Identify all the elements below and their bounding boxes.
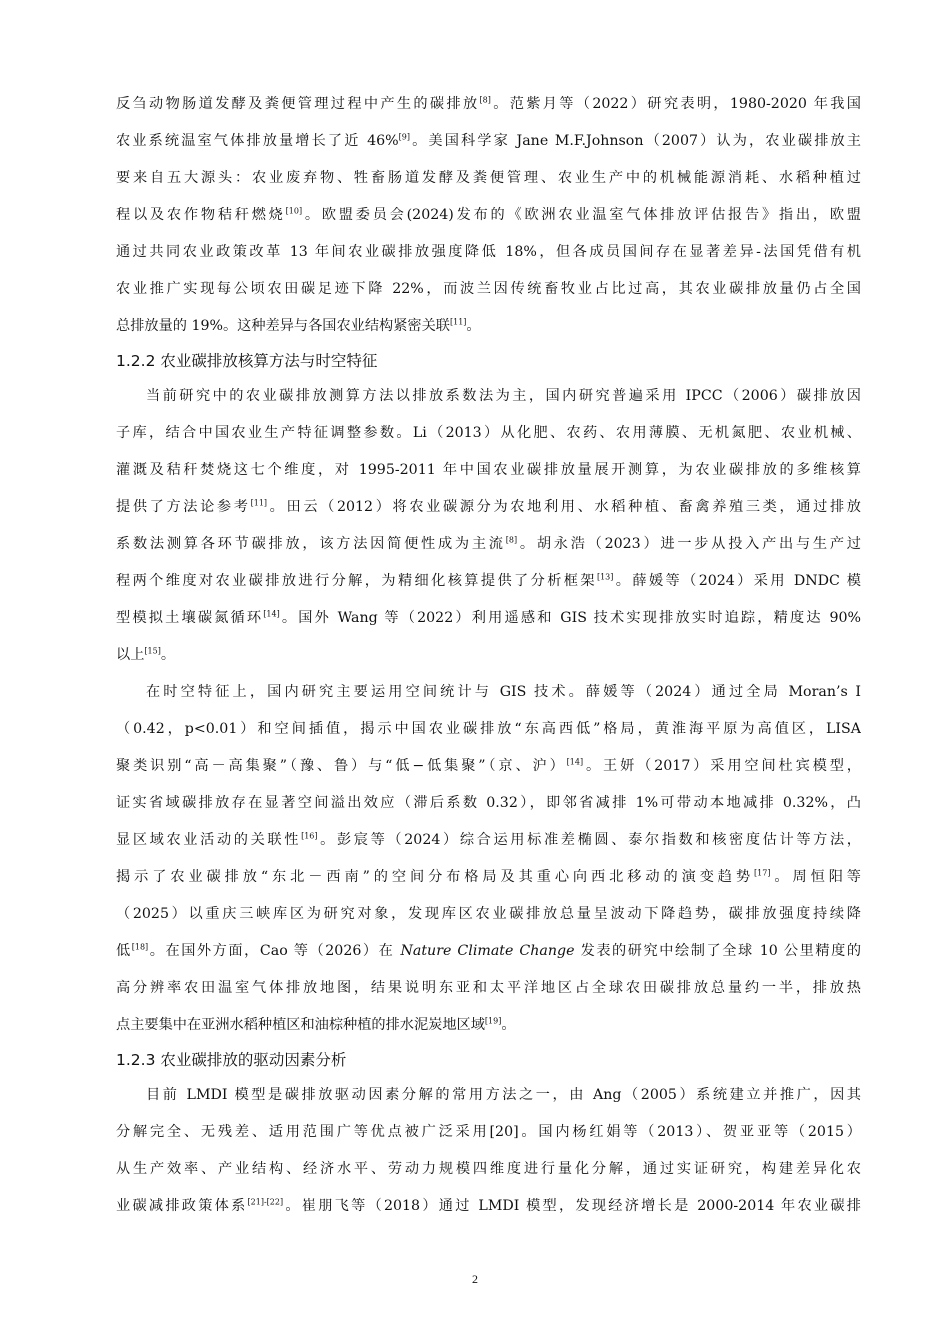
text-run: 程两个维度对农业碳排放进行分解，为精细化核算提供了分析框架: [116, 573, 597, 589]
text-line: [116, 123, 861, 160]
text-line: [116, 785, 861, 822]
text-line: [116, 489, 861, 526]
text-run: 。薛媛等（2024）采用 DNDC 模: [613, 573, 861, 589]
text-run: （0.42，p<0.01）和空间插值，揭示中国农业碳排放“东高西低”格局，黄淮海平原为高值区，LISA: [116, 721, 861, 737]
text-run: 。国外 Wang 等（2022）利用遥感和 GIS 技术实现排放实时追踪，精度达 90%: [279, 610, 861, 626]
text-line: [116, 308, 861, 345]
paragraph: [116, 378, 861, 674]
text-line: [116, 1114, 861, 1151]
text-run: 。: [160, 647, 176, 663]
citation-marker: [13]: [596, 572, 614, 582]
page-number: 2: [472, 1272, 478, 1286]
text-run: 要来自五大源头：农业废弃物、牲畜肠道发酵及粪便管理、农业生产中的机械能源消耗、水稻种植过: [116, 170, 861, 186]
text-run: 发表的研究中绘制了全球 10 公里精度的: [574, 943, 861, 959]
paragraph: [116, 1077, 861, 1225]
text-run: 聚类识别“高－高集聚”（豫、鲁）与“低−低集聚”（京、沪）: [116, 758, 567, 774]
text-line: [116, 160, 861, 197]
text-run: 。王妍（2017）采用空间杜宾模型，: [583, 758, 861, 774]
text-line: [116, 415, 861, 452]
text-line: [116, 822, 861, 859]
citation-marker: [10]: [285, 206, 303, 216]
citation-marker: [8]: [479, 95, 491, 105]
text-run: 。田云（2012）将农业碳源分为农地利用、水稻种植、畜禽养殖三类，通过排放: [267, 499, 861, 515]
text-run: 。美国科学家 Jane M.F.Johnson（2007）认为，农业碳排放主: [410, 133, 861, 149]
paragraph: [116, 674, 861, 1044]
text-line: [116, 674, 861, 711]
text-run: 。在国外方面，Cao 等（2026）在: [148, 943, 401, 959]
text-run: 当前研究中的农业碳排放测算方法以排放系数法为主，国内研究普遍采用 IPCC（2006）碳排放因: [146, 388, 861, 404]
citation-marker: [11]: [449, 317, 467, 327]
text-line: [116, 526, 861, 563]
citation-marker: [16]: [301, 831, 318, 841]
text-run: 低: [116, 943, 132, 959]
text-run: 。崔朋飞等（2018）通过 LMDI 模型，发现经济增长是 2000-2014 年农业碳排: [283, 1198, 861, 1214]
text-run: 通过共同农业政策改革 13 年间农业碳排放强度降低 18%，但各成员国间存在显著差异-法国凭借有机: [116, 244, 861, 260]
text-run: 。周恒阳等: [770, 869, 861, 885]
text-run: 从生产效率、产业结构、经济水平、劳动力规模四维度进行量化分解，通过实证研究，构建差异化农: [116, 1161, 861, 1177]
text-line: [116, 86, 861, 123]
text-run: 目前 LMDI 模型是碳排放驱动因素分解的常用方法之一，由 Ang（2005）系统建立并推广，因其: [146, 1087, 861, 1103]
text-run: 在时空特征上，国内研究主要运用空间统计与 GIS 技术。薛媛等（2024）通过全局 Moran’s I: [146, 684, 861, 700]
text-line: [116, 378, 861, 415]
text-line: [116, 271, 861, 308]
text-line: [116, 933, 861, 970]
text-run: 农业推广实现每公顷农田碳足迹下降 22%，而波兰因传统畜牧业占比过高，其农业碳排放量仍占全国: [116, 281, 861, 297]
text-run: 总排放量的 19%。这种差异与各国农业结构紧密关联: [116, 318, 450, 334]
section-heading: 1.2.3 农业碳排放的驱动因素分析: [116, 1051, 347, 1069]
citation-marker: [8]: [505, 535, 518, 545]
text-line: [116, 748, 861, 785]
text-line: [116, 896, 861, 933]
text-run: 高分辨率农田温室气体排放地图，结果说明东亚和太平洋地区占全球农田碳排放总量约一半，排放热: [116, 980, 861, 996]
text-run: 灌溉及秸秆焚烧这七个维度，对 1995-2011 年中国农业碳排放量展开测算，为农业碳排放的多维核算: [116, 462, 861, 478]
text-run: 。: [466, 318, 481, 334]
text-run: 点主要集中在亚洲水稻种植区和油棕种植的排水泥炭地区域: [116, 1017, 485, 1033]
text-run: 揭示了农业碳排放“东北－西南”的空间分布格局及其重心向西北移动的演变趋势: [116, 869, 755, 885]
text-line: [116, 711, 861, 748]
citation-marker: [9]: [398, 132, 410, 142]
text-line: [116, 1188, 861, 1225]
citation-marker: [18]: [131, 942, 149, 952]
citation-marker: [11]: [250, 498, 268, 508]
text-run: （2025）以重庆三峡库区为研究对象，发现库区农业碳排放总量呈波动下降趋势，碳排放强度持续降: [116, 906, 861, 922]
text-run: 农业系统温室气体排放量增长了近 46%: [116, 133, 399, 149]
section-heading: 1.2.2 农业碳排放核算方法与时空特征: [116, 352, 378, 370]
text-line: [116, 197, 861, 234]
text-run: 程以及农作物秸秆燃烧: [116, 207, 286, 223]
text-run: 。欧盟委员会(2024)发布的《欧洲农业温室气体排放评估报告》指出，欧盟: [302, 207, 861, 223]
text-line: [116, 859, 861, 896]
text-run: 业碳减排政策体系: [116, 1198, 248, 1214]
text-run: 显区域农业活动的关联性: [116, 832, 302, 848]
body-text: [116, 86, 861, 1225]
text-run: 型模拟土壤碳氮循环: [116, 610, 264, 626]
citation-marker: [17]: [754, 868, 771, 878]
text-line: [116, 1077, 861, 1114]
text-line: [116, 1151, 861, 1188]
text-run: 分解完全、无残差、适用范围广等优点被广泛采用[20]。国内杨红娟等（2013）、贺亚亚等（2015）: [116, 1124, 861, 1140]
text-run: 反刍动物肠道发酵及粪便管理过程中产生的碳排放: [116, 96, 480, 112]
text-line: [116, 637, 861, 674]
text-run: 系数法测算各环节碳排放，该方法因简便性成为主流: [116, 536, 506, 552]
text-line: [116, 970, 861, 1007]
text-line: [116, 452, 861, 489]
citation-marker: [19]: [484, 1016, 502, 1026]
text-run: 。胡永浩（2023）进一步从投入产出与生产过: [517, 536, 861, 552]
citation-marker: [14]: [566, 757, 584, 767]
text-line: [116, 563, 861, 600]
text-line: [116, 1007, 861, 1044]
text-run: 。: [501, 1017, 516, 1033]
citation-marker: [15]: [144, 646, 161, 656]
text-run: 子库，结合中国农业生产特征调整参数。Li（2013）从化肥、农药、农用薄膜、无机氮肥、农业机械、: [116, 425, 861, 441]
text-line: [116, 600, 861, 637]
journal-title: Nature Climate Change: [400, 943, 575, 959]
text-run: 。范紫月等（2022）研究表明，1980-2020 年我国: [490, 96, 861, 112]
text-run: 证实省域碳排放存在显著空间溢出效应（滞后系数 0.32），即邻省减排 1%可带动本地减排 0.32%，凸: [116, 795, 861, 811]
text-run: 提供了方法论参考: [116, 499, 251, 515]
citation-marker: [14]: [263, 609, 280, 619]
paragraph: [116, 86, 861, 345]
text-line: [116, 234, 861, 271]
text-run: 。彭宸等（2024）综合运用标准差椭圆、泰尔指数和核密度估计等方法，: [317, 832, 861, 848]
text-run: 以上: [116, 647, 145, 663]
citation-marker: [21]-[22]: [247, 1197, 284, 1207]
